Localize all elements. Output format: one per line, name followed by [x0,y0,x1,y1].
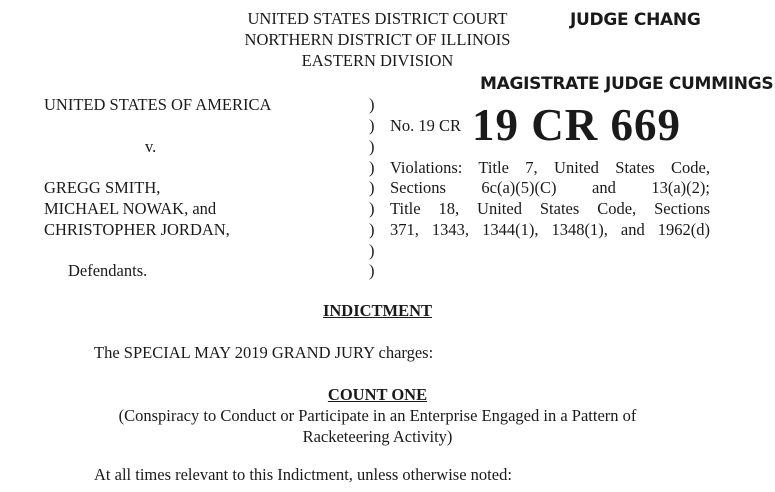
caption-paren: ) [369,241,375,260]
violations-line: Sections 6c(a)(5)(C) and 13(a)(2); [390,178,710,197]
count-description: Racketeering Activity) [302,427,453,446]
caption-paren: ) [369,178,375,197]
judge-stamp: JUDGE CHANG [570,10,701,30]
violations-line: 371, 1343, 1344(1), 1348(1), and 1962(d) [390,220,710,239]
indictment-title: INDICTMENT [322,301,433,320]
court-division: EASTERN DIVISION [301,51,454,70]
caption-paren: ) [369,220,375,239]
caption-paren: ) [369,261,375,280]
violations-line: Title 18, United States Code, Sections [390,199,710,218]
defendant-name: CHRISTOPHER JORDAN, [44,220,230,239]
grand-jury-line: The SPECIAL MAY 2019 GRAND JURY charges: [94,343,434,362]
caption-paren: ) [369,158,375,177]
violations-line: Violations: Title 7, United States Code, [390,158,710,177]
defendant-name: MICHAEL NOWAK, and [44,199,217,218]
defendants-label: Defendants. [68,261,148,280]
count-title: COUNT ONE [327,385,428,404]
court-district: NORTHERN DISTRICT OF ILLINOIS [244,30,511,49]
versus-label: v. [145,137,157,156]
court-name: UNITED STATES DISTRICT COURT [247,9,508,28]
case-number-label: No. 19 CR [390,116,462,135]
case-number-stamp: 19 CR 669 [472,100,681,150]
magistrate-judge-stamp: MAGISTRATE JUDGE CUMMINGS [480,74,774,94]
caption-paren: ) [369,95,375,114]
plaintiff-name: UNITED STATES OF AMERICA [44,95,272,114]
relevant-times-line: At all times relevant to this Indictment, unless otherwise noted: [94,465,512,484]
defendant-name: GREGG SMITH, [44,178,161,197]
caption-paren: ) [369,116,375,135]
caption-paren: ) [369,199,375,218]
caption-paren: ) [369,137,375,156]
count-description: (Conspiracy to Conduct or Participate in an Enterprise Engaged in a Pattern of [118,406,637,425]
